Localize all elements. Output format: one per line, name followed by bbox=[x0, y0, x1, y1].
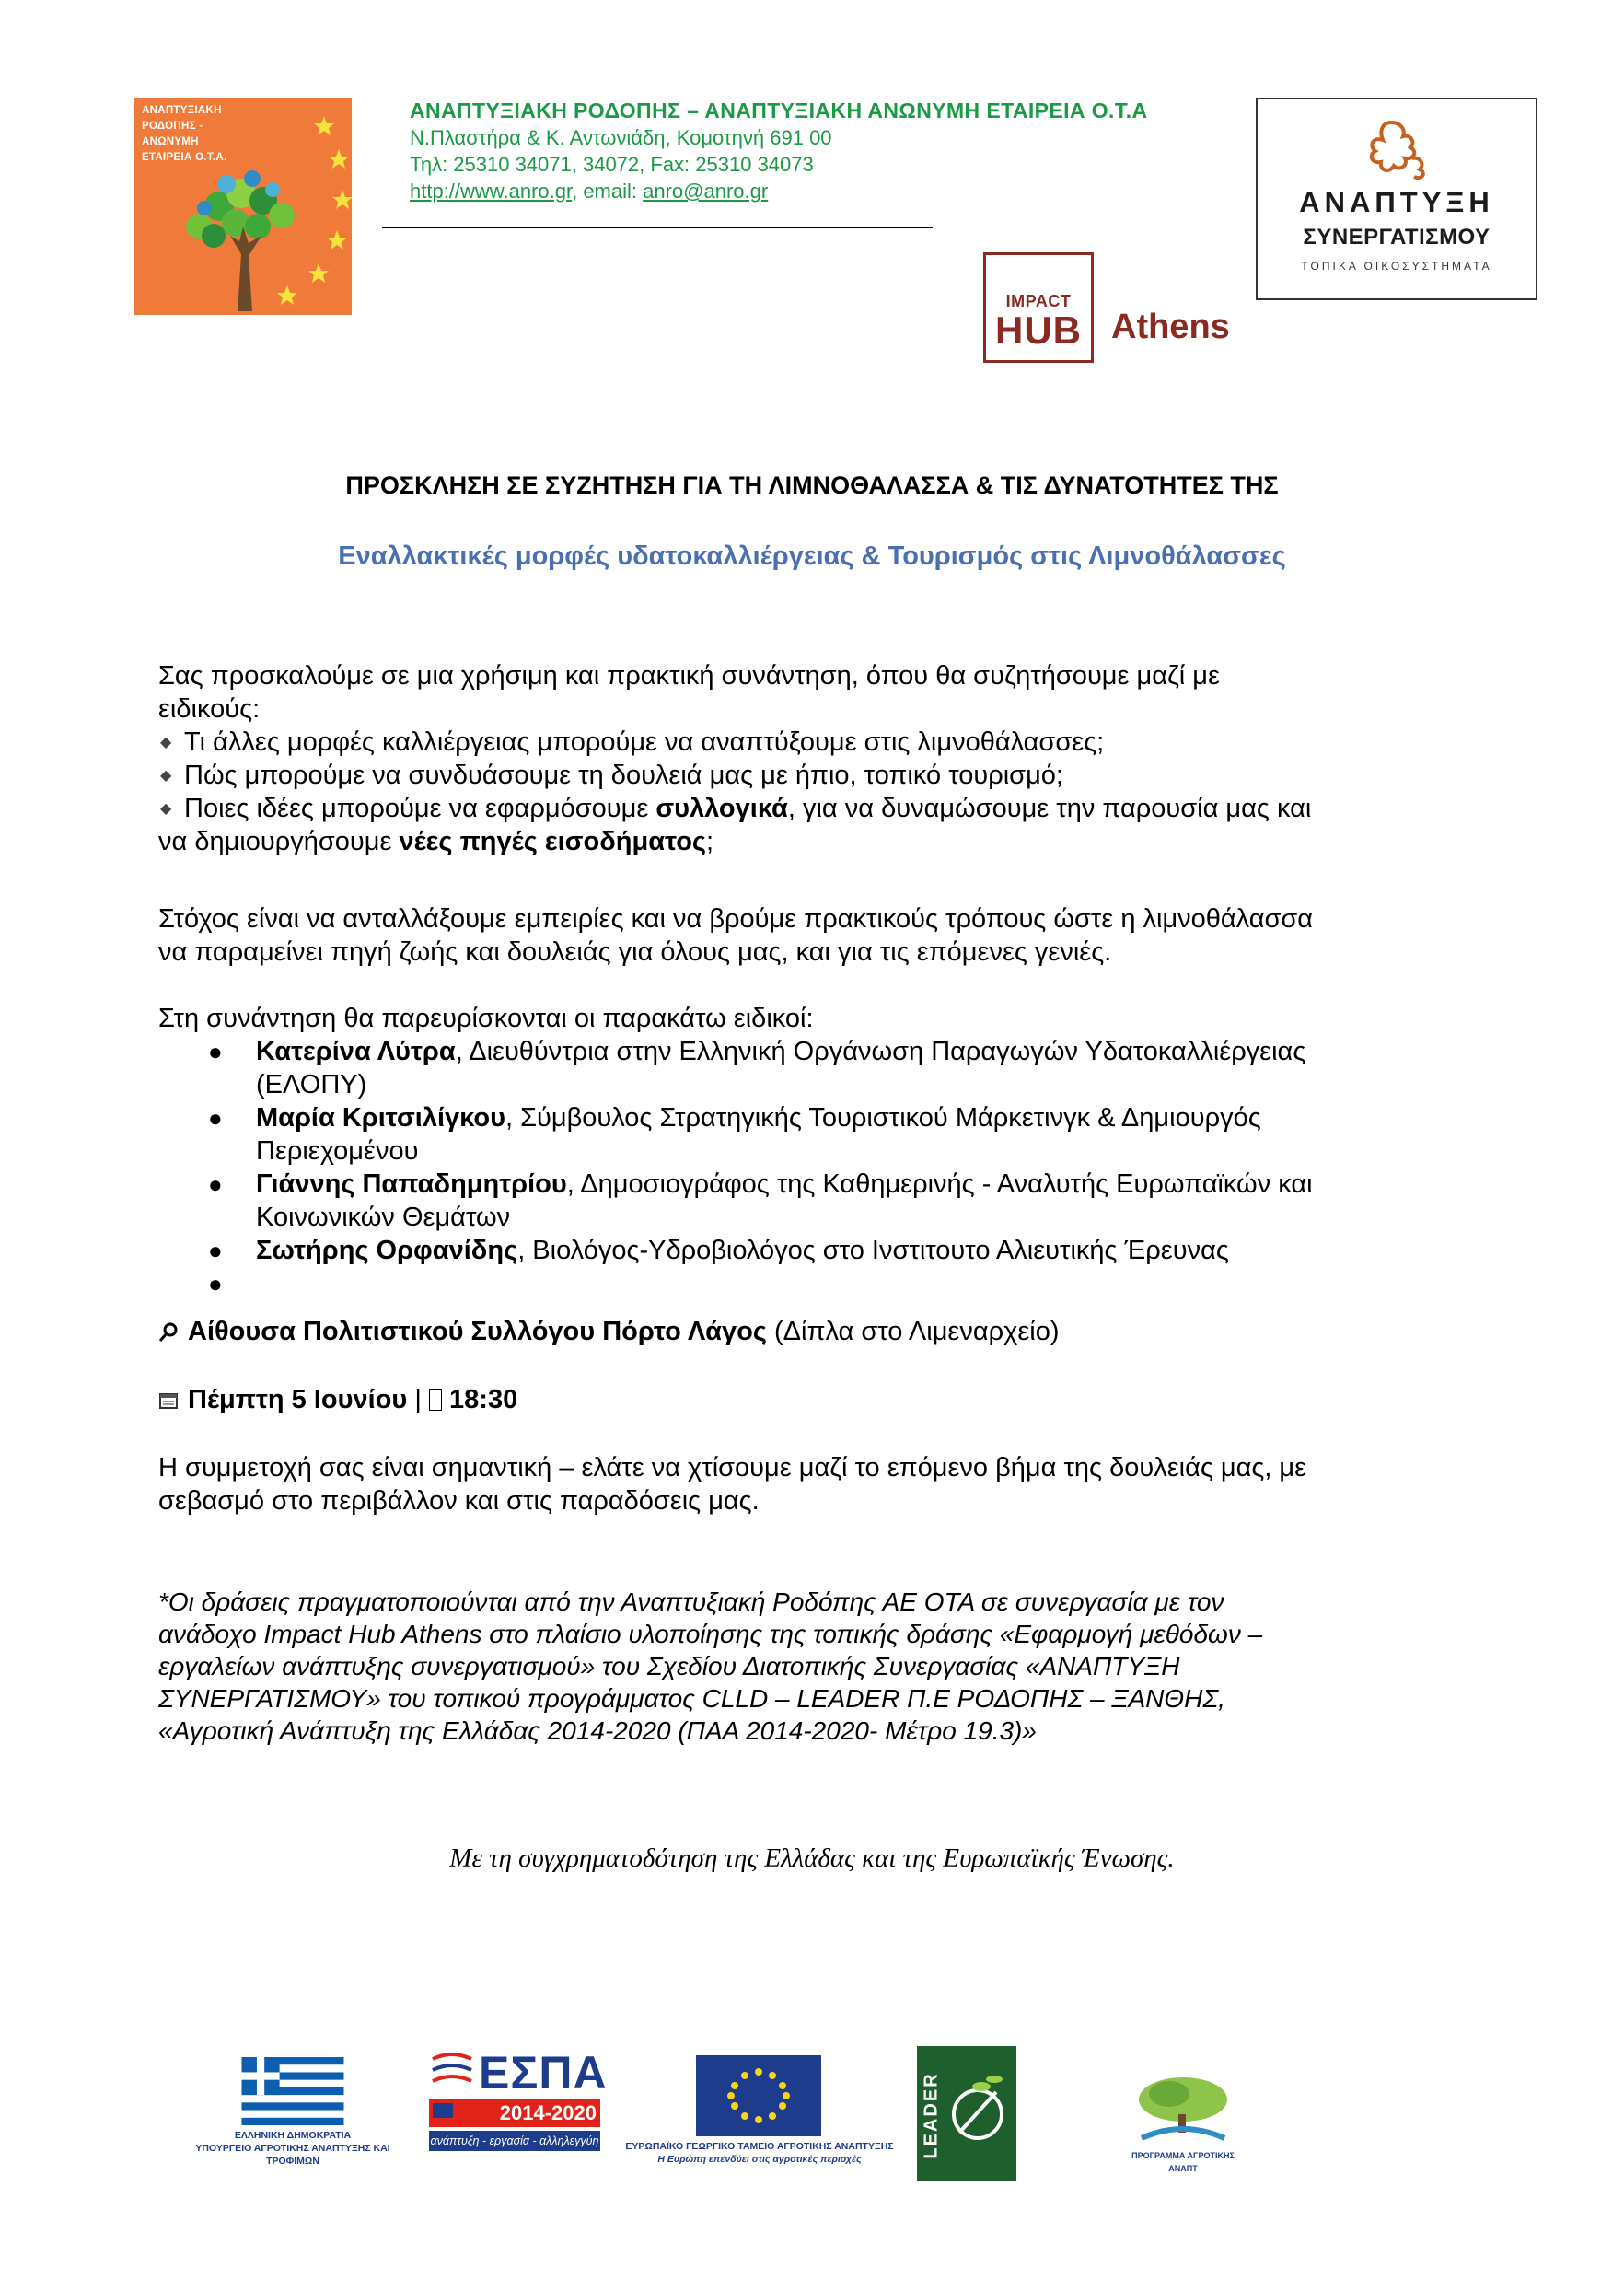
closing-line1: Η συμμετοχή σας είναι σημαντική – ελάτε να χτίσουμε μαζί το επόμενο βήμα της δουλειάς μας, με bbox=[158, 1453, 1307, 1483]
map-sketch-icon bbox=[1359, 118, 1442, 182]
question-2-text: Πώς μπορούμε να συνδυάσουμε τη δουλειά μας με ήπιο, τοπικό τουρισμό; bbox=[184, 761, 1063, 790]
question-3-line2 bbox=[158, 825, 1466, 858]
greece-caption bbox=[180, 2129, 405, 2168]
question-1-text: Τι άλλες μορφές καλλιέργειας μπορούμε να αναπτύξουμε στις λιμνοθάλασσες; bbox=[184, 727, 1105, 757]
expert-role: , Διευθύντρια στην Ελληνική Οργάνωση Παραγωγών Υδατοκαλλιέργειας bbox=[455, 1037, 1306, 1066]
page-title: ΠΡΟΣΚΛΗΣΗ ΣΕ ΣΥΖΗΤΗΣΗ ΓΙΑ ΤΗ ΛΙΜΝΟΘΑΛΑΣΣΑ & ΤΙΣ ΔΥΝΑΤΟΤΗΤΕΣ ΤΗΣ bbox=[345, 471, 1279, 499]
bullet-dot-icon: ● bbox=[208, 1237, 223, 1264]
expert-name: Σωτήρης Ορφανίδης bbox=[256, 1236, 518, 1265]
closing-line2: σεβασμό στο περιβάλλον και στις παραδόσεις μας. bbox=[158, 1486, 760, 1516]
expert-role-cont: Περιεχομένου bbox=[256, 1136, 419, 1166]
question-3-text: Ποιες ιδέες μπορούμε να εφαρμόσουμε bbox=[184, 794, 656, 823]
eu-flag-small-icon bbox=[433, 2103, 453, 2118]
espa-slogan: ανάπτυξη - εργασία - αλληλεγγύη bbox=[429, 2131, 600, 2151]
footnote-line: *Οι δράσεις πραγματοποιούνται από την Αναπτυξιακή Ροδόπης ΑΕ ΟΤΑ σε συνεργασία με τον bbox=[158, 1587, 1224, 1616]
footnote-line: «Αγροτική Ανάπτυξη της Ελλάδας 2014-2020 (ΠΑΑ 2014-2020- Μέτρο 19.3)» bbox=[158, 1716, 1037, 1745]
goal-line1: Στόχος είναι να ανταλλάξουμε εμπειρίες και να βρούμε πρακτικούς τρόπους ώστε η λιμνοθάλασσα bbox=[158, 904, 1314, 934]
location-name: Αίθουσα Πολιτιστικού Συλλόγου Πόρτο Λάγος bbox=[188, 1317, 767, 1346]
hub-impact-text: IMPACT bbox=[1005, 292, 1072, 310]
experts-intro: Στη συνάντηση θα παρευρίσκονται οι παρακάτω ειδικοί: bbox=[158, 1004, 814, 1033]
tree-stars-graphic bbox=[134, 98, 352, 315]
footnote-line: ΣΥΝΕΡΓΑΤΙΣΜΟΥ» του τοπικού προγράμματος CLLD – LEADER Π.Ε ΡΟΔΟΠΗΣ – ΞΑΝΘΗΣ, bbox=[158, 1684, 1225, 1713]
paa-tree-icon bbox=[1132, 2074, 1234, 2146]
header-rule bbox=[382, 227, 933, 228]
org-contact bbox=[410, 178, 1148, 204]
diamond-bullet-icon: ◆ bbox=[160, 801, 172, 818]
expert-role: , Βιολόγος-Υδροβιολόγος στο Ινστιτουτο Αλιευτικής Έρευνας bbox=[517, 1236, 1229, 1265]
email-label: , email: bbox=[572, 180, 644, 203]
paa-logo bbox=[1123, 2074, 1235, 2173]
location bbox=[158, 1315, 1466, 1348]
footnote-line: εργαλείων ανάπτυξης συνεργατισμού» του Σχεδίου Διατοπικής Συνεργασίας «ΑΝΑΠΤΥΞΗ bbox=[158, 1652, 1180, 1680]
hub-hub-text: HUB bbox=[995, 308, 1082, 352]
expert-name: Κατερίνα Λύτρα bbox=[256, 1037, 456, 1066]
date-separator: | bbox=[407, 1385, 429, 1414]
bullet-dot-icon: ● bbox=[208, 1104, 223, 1132]
footnote-line: ανάδοχο Impact Hub Athens στο πλαίσιο υλοποίησης της τοπικής δράσης «Εφαρμογή μεθόδων – bbox=[158, 1620, 1263, 1648]
event-time: 18:30 bbox=[441, 1385, 518, 1414]
website-link[interactable]: http://www.anro.gr bbox=[410, 180, 573, 203]
expert-role: , Σύμβουλος Στρατηγικής Τουριστικού Μάρκετινγκ & Δημιουργός bbox=[505, 1103, 1261, 1133]
impact-hub-logo bbox=[983, 252, 1094, 363]
espa-title: ΕΣΠΑ bbox=[479, 2047, 608, 2099]
ds-logo-line3: ΤΟΠΙΚΑ ΟΙΚΟΣΥΣΤΗΜΑΤΑ bbox=[1301, 260, 1492, 273]
eu-flag-icon bbox=[696, 2055, 821, 2136]
question-3-end: ; bbox=[706, 827, 714, 856]
question-1 bbox=[158, 726, 1104, 760]
cofunding-note: Με τη συγχρηματοδότηση της Ελλάδας και της Ευρωπαϊκής Ένωσης. bbox=[449, 1843, 1175, 1873]
expert-role-cont: Κοινωνικών Θεμάτων bbox=[256, 1203, 511, 1232]
org-name: ΑΝΑΠΤΥΞΙΑΚΗ ΡΟΔΟΠΗΣ – ΑΝΑΠΤΥΞΙΑΚΗ ΑΝΩΝΥΜΗ ΕΤΑΙΡΕΙΑ Ο.Τ.Α bbox=[410, 99, 1148, 122]
intro-line1: Σας προσκαλούμε σε μια χρήσιμη και πρακτική συνάντηση, όπου θα συζητήσουμε μαζί με bbox=[158, 661, 1220, 691]
question-3-text-2: να δημιουργήσουμε bbox=[158, 827, 400, 856]
greek-flag-icon bbox=[241, 2057, 344, 2125]
calendar-icon bbox=[158, 1390, 179, 1411]
ds-logo-line1: ΑΝΑΠΤΥΞΗ bbox=[1299, 186, 1494, 218]
leader-logo bbox=[917, 2046, 1016, 2181]
ds-logo-line2: ΣΥΝΕΡΓΑΤΙΣΜΟΥ bbox=[1303, 225, 1491, 250]
org-address: Ν.Πλαστήρα & Κ. Αντωνιάδη, Κομοτηνή 691 00 bbox=[410, 126, 832, 149]
bullet-dot-icon: ● bbox=[208, 1170, 223, 1198]
bullet-dot-icon: ● bbox=[208, 1038, 223, 1065]
anro-logo-text: ΑΝΑΠΤΥΞΙΑΚΗ ΡΟΔΟΠΗΣ - ΑΝΩΝΥΜΗ ΕΤΑΙΡΕΙΑ Ο.Τ.Α. bbox=[142, 105, 227, 163]
diamond-bullet-icon: ◆ bbox=[160, 735, 172, 751]
diamond-bullet-icon: ◆ bbox=[160, 768, 172, 785]
leader-text: LEADER bbox=[921, 2072, 942, 2159]
goal-line2: να παραμείνει πηγή ζωής και δουλειάς για όλους μας, και για τις επόμενες γενιές. bbox=[158, 937, 1112, 967]
greece-caption-2: ΥΠΟΥΡΓΕΙΟ ΑΓΡΟΤΙΚΗΣ ΑΝΑΠΤΥΞΗΣ ΚΑΙ ΤΡΟΦΙΜΩΝ bbox=[195, 2143, 390, 2167]
expert-role-cont: (ΕΛΟΠΥ) bbox=[256, 1070, 367, 1099]
expert-name: Μαρία Κριτσιλίγκου bbox=[256, 1103, 505, 1133]
location-note: (Δίπλα στο Λιμεναρχείο) bbox=[766, 1317, 1060, 1346]
espa-logo bbox=[429, 2046, 608, 2166]
anro-logo bbox=[134, 98, 352, 315]
eu-caption bbox=[619, 2140, 900, 2166]
espa-years: 2014-2020 bbox=[429, 2099, 600, 2127]
greece-caption-1: ΕΛΛΗΝΙΚΗ ΔΗΜΟΚΡΑΤΙΑ bbox=[234, 2130, 352, 2141]
expert-name: Γιάννης Παπαδημητρίου bbox=[256, 1169, 567, 1199]
pin-icon bbox=[158, 1322, 179, 1343]
question-2 bbox=[158, 759, 1063, 793]
question-3-bold-2: νέες πηγές εισοδήματος bbox=[399, 827, 707, 856]
org-header bbox=[410, 98, 1148, 204]
eu-caption-2: Η Ευρώπη επενδύει στις αγροτικές περιοχές bbox=[657, 2154, 862, 2165]
hub-athens-text: Athens bbox=[1111, 308, 1230, 346]
espa-waves-icon bbox=[429, 2050, 475, 2090]
org-phones: Τηλ: 25310 34071, 34072, Fax: 25310 34073 bbox=[410, 153, 814, 176]
clock-icon bbox=[429, 1389, 442, 1411]
leader-emblem-icon bbox=[945, 2059, 1011, 2169]
eu-caption-1: ΕΥΡΩΠΑΪΚΟ ΓΕΩΡΓΙΚΟ ΤΑΜΕΙΟ ΑΓΡΟΤΙΚΗΣ ΑΝΑΠΤΥΞΗΣ bbox=[625, 2141, 894, 2152]
intro-line2: ειδικούς: bbox=[158, 694, 261, 724]
question-3-text-cont: , για να δυναμώσουμε την παρουσία μας και bbox=[787, 794, 1312, 823]
bullet-dot-icon: ● bbox=[208, 1270, 223, 1297]
paa-caption: ΠΡΟΓΡΑΜΜΑ ΑΓΡΟΤΙΚΗΣ ΑΝΑΠΤ bbox=[1131, 2151, 1235, 2173]
expert-role: , Δημοσιογράφος της Καθημερινής - Αναλυτής Ευρωπαϊκών και bbox=[566, 1169, 1313, 1199]
date-time bbox=[158, 1383, 1466, 1416]
question-3-bold: συλλογικά bbox=[655, 794, 788, 823]
anaptyxi-synergatismou-logo bbox=[1256, 98, 1537, 300]
page-subtitle: Εναλλακτικές μορφές υδατοκαλλιέργειας & Τουρισμός στις Λιμνοθάλασσες bbox=[338, 541, 1286, 571]
event-date: Πέμπτη 5 Ιουνίου bbox=[188, 1385, 408, 1414]
email-link[interactable]: anro@anro.gr bbox=[643, 180, 769, 203]
question-3 bbox=[158, 792, 1311, 826]
